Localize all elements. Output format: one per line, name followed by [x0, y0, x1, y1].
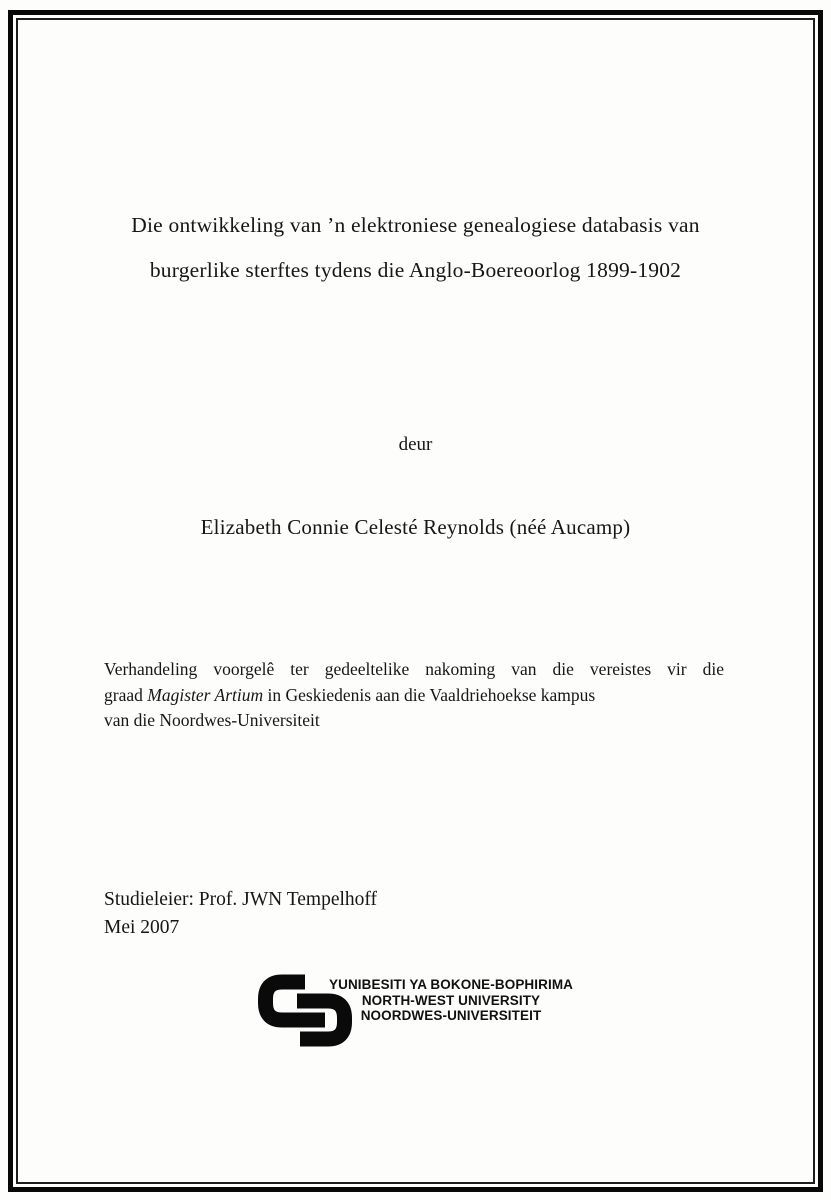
statement-line-2-prefix: graad [104, 684, 148, 705]
supervisor-block [104, 886, 377, 941]
statement-line-2-suffix: in Geskiedenis aan die Vaaldriehoekse kampus [263, 684, 596, 705]
degree-statement [104, 657, 724, 734]
logo-text-line-2: NORTH-WEST UNIVERSITY [361, 992, 541, 1008]
degree-name-italic: Magister Artium [147, 684, 264, 705]
logo-text-line-3: NOORDWES-UNIVERSITEIT [360, 1008, 542, 1023]
supervisor-line: Studieleier: Prof. JWN Tempelhoff [104, 889, 378, 910]
author-name: Elizabeth Connie Celesté Reynolds (néé Aucamp) [200, 515, 631, 539]
date-line: Mei 2007 [104, 916, 180, 938]
title-line-1: Die ontwikkeling van ’n elektroniese genealogiese databasis van [131, 213, 700, 237]
university-logo-text [318, 977, 584, 1024]
statement-line-2 [104, 683, 724, 709]
statement-line-3: van die Noordwes-Universiteit [104, 710, 320, 730]
thesis-title [0, 203, 831, 293]
title-line-2: burgerlike sterftes tydens die Anglo-Boereoorlog 1899-1902 [149, 258, 682, 282]
statement-line-1: Verhandeling voorgelê ter gedeeltelike nakoming van die vereistes vir die [104, 659, 724, 679]
logo-text-line-1: YUNIBESITI YA BOKONE-BOPHIRIMA [328, 977, 574, 992]
byline: deur [398, 434, 433, 455]
university-logo [256, 971, 586, 1051]
